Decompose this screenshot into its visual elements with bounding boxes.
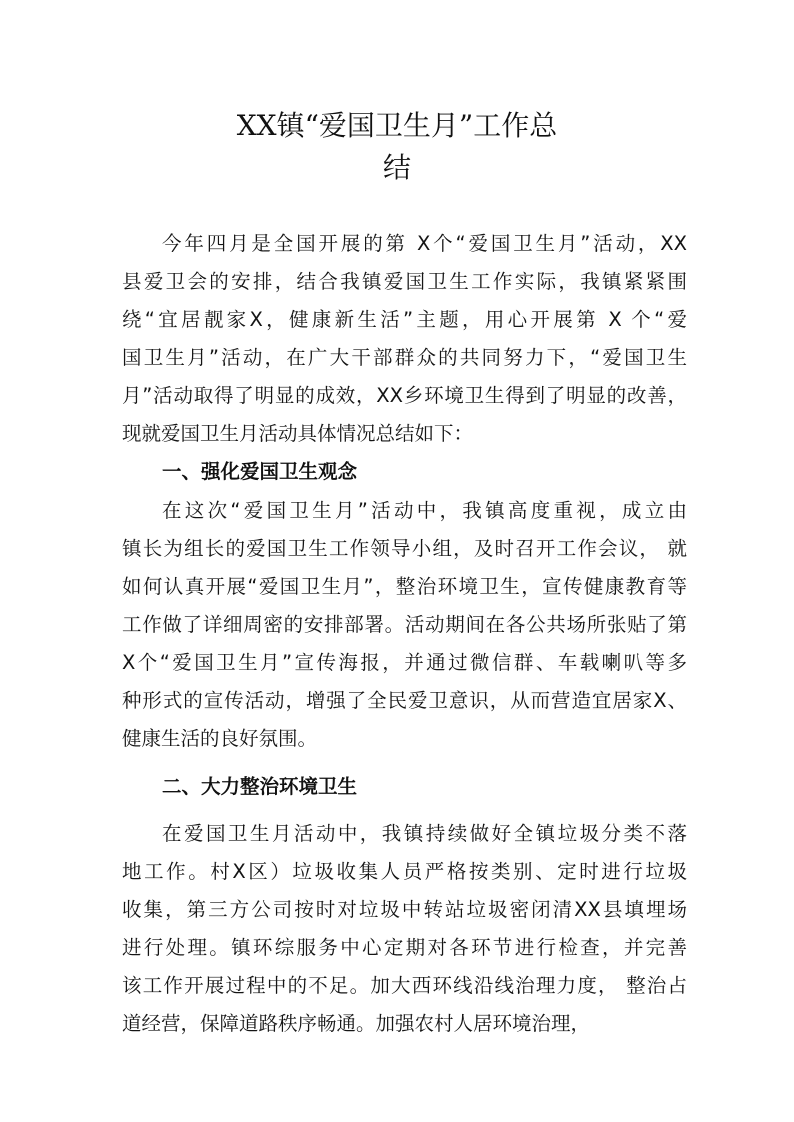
paragraph-1-line-1: 今年四月是全国开展的第 X个“爱国卫生月”活动，XX — [162, 232, 687, 255]
document-title-line-2: 结 — [382, 151, 411, 184]
paragraph-1-line-2: 县爱卫会的安排，结合我镇爱国卫生工作实际，我镇紧紧围 — [122, 270, 687, 293]
paragraph-2-line-1: 在这次“爱国卫生月”活动中，我镇高度重视，成立由 — [162, 499, 687, 522]
paragraph-2-line-7: 健康生活的良好氛围。 — [122, 727, 318, 750]
section-heading-2: 二、大力整治环境卫生 — [162, 775, 358, 798]
paragraph-2-line-3: 如何认真开展“爱国卫生月”，整治环境卫生，宣传健康教育等 — [122, 575, 687, 598]
paragraph-1-line-4: 国卫生月”活动，在广大干部群众的共同努力下，“爱国卫生 — [122, 346, 687, 369]
paragraph-2-line-5: X个“爱国卫生月”宣传海报，并通过微信群、车载喇叭等多 — [122, 651, 687, 674]
paragraph-2-line-6: 种形式的宣传活动，增强了全民爱卫意识，从而营造宜居家X、 — [122, 689, 687, 712]
paragraph-1-line-5: 月”活动取得了明显的成效，XX乡环境卫生得到了明显的改善， — [122, 384, 687, 407]
document-title-line-1: XX镇“爱国卫生月”工作总 — [236, 109, 558, 142]
paragraph-2-line-2: 镇长为组长的爱国卫生工作领导小组，及时召开工作会议， 就 — [122, 537, 687, 560]
paragraph-3-line-4: 进行处理。镇环综服务中心定期对各环节进行检查，并完善 — [122, 936, 687, 959]
paragraph-3-line-6: 道经营，保障道路秩序畅通。加强农村人居环境治理， — [122, 1012, 591, 1035]
section-heading-1: 一、强化爱国卫生观念 — [162, 460, 358, 483]
paragraph-1-line-3: 绕“宜居靓家X，健康新生活”主题，用心开展第 X 个“爱 — [122, 308, 687, 331]
paragraph-3-line-5: 该工作开展过程中的不足。加大西环线沿线治理力度， 整治占 — [122, 974, 687, 997]
paragraph-3-line-3: 收集，第三方公司按时对垃圾中转站垃圾密闭清XX县填埋场 — [122, 898, 687, 921]
paragraph-1-line-6: 现就爱国卫生月活动具体情况总结如下： — [122, 422, 474, 445]
paragraph-3-line-1: 在爱国卫生月活动中，我镇持续做好全镇垃圾分类不落 — [162, 822, 687, 845]
paragraph-3-line-2: 地工作。村X区）垃圾收集人员严格按类别、定时进行垃圾 — [122, 860, 687, 883]
paragraph-2-line-4: 工作做了详细周密的安排部署。活动期间在各公共场所张贴了第 — [122, 613, 687, 636]
